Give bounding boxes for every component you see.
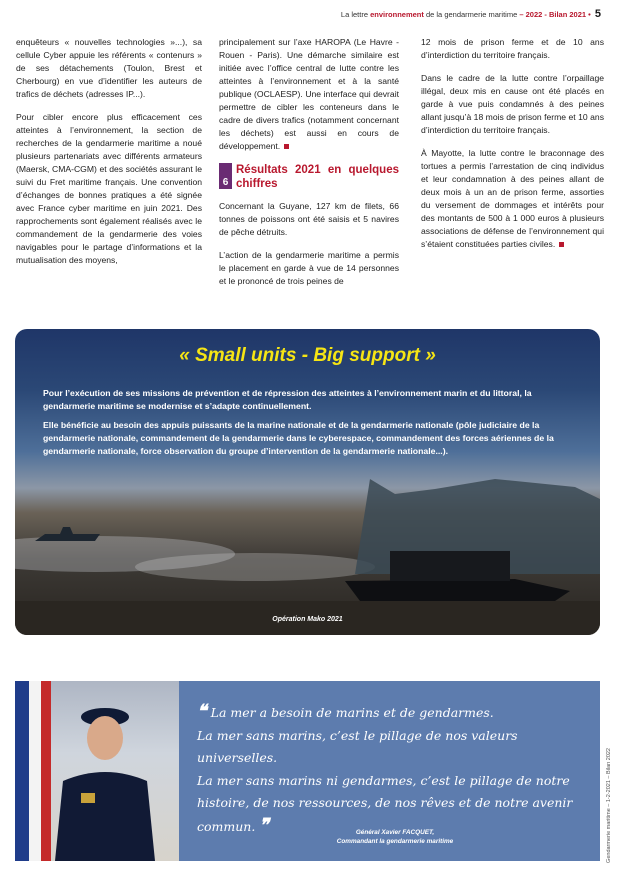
author-role: Commandant la gendarmerie maritime bbox=[336, 838, 454, 845]
open-quote-icon: ❝ bbox=[197, 701, 207, 722]
close-quote-icon: ❞ bbox=[259, 814, 269, 836]
paragraph: Pour cibler encore plus efficacement ces atteintes à l’environnement, la section de recherches de la gendarmerie maritime a noué plusieurs partenariats avec différents armateurs (Maersk, CMA-CGM) et des sociétés assurant le suivi du Fret maritime français. Une convention d’échanges de bonnes pratiques a été signée avec France cyber maritime en juin 2021. Des rapprochements sont également réalisés avec le commandement de la gendarmerie des voies navigables pour le partage d’informations et la mutualisation des moyens, bbox=[16, 112, 202, 265]
page-number: 5 bbox=[594, 8, 601, 20]
quote-box bbox=[15, 681, 600, 861]
quote-line: La mer sans marins, c’est le pillage de nos valeurs universelles. bbox=[197, 727, 518, 765]
paragraph: Concernant la Guyane, 127 km de filets, 66 tonnes de poissons ont été saisis et 5 navires de pêche détruits. bbox=[219, 201, 399, 237]
feature-title: « Small units - Big support » bbox=[179, 345, 436, 366]
sea-illustration bbox=[15, 329, 600, 635]
spray bbox=[135, 553, 375, 581]
header-issue: – 2022 - Bilan 2021 • bbox=[519, 10, 591, 19]
boat-crew bbox=[390, 551, 510, 581]
paragraph: Pour l’exécution de ses missions de prévention et de répression des atteintes à l’environnement marin et du littoral, la gendarmerie maritime se modernise et s’adapte continuellement. bbox=[43, 388, 532, 411]
photo-caption: Opération Mako 2021 bbox=[272, 616, 343, 623]
paragraph: L’action de la gendarmerie maritime a permis le placement en garde à vue de 14 personnes et le prononcé de trois peines de bbox=[219, 250, 399, 286]
paragraph: principalement sur l’axe HAROPA (Le Havre - Rouen - Paris). Une démarche similaire est initiée avec l’office central de lutte contre les atteintes à l’environnement et à la santé publique (OCLAESP). Une interface qui devrait permettre de cibler les conteneurs dans le cadre de divers trafics (notamment concernant les déchets) est aussi en cours de développement. bbox=[219, 37, 399, 151]
portrait-illustration bbox=[15, 681, 179, 861]
column-3 bbox=[421, 36, 604, 261]
paragraph: enquêteurs « nouvelles technologies »...), sa cellule Cyber appuie les référents « contenurs » de ses détachements (Toulon, Brest et Cherbourg) en vue d’identifier les auteurs de trafics de déchets (adresses IP...). bbox=[16, 37, 202, 99]
face bbox=[87, 716, 123, 760]
section-heading bbox=[219, 163, 399, 191]
uniform bbox=[55, 772, 155, 861]
feature-intro bbox=[43, 387, 578, 464]
column-1 bbox=[16, 36, 202, 277]
section-title: Résultats 2021 en quelques chiffres bbox=[236, 164, 399, 190]
header-brand: environnement bbox=[370, 10, 424, 19]
column-2 bbox=[219, 36, 399, 298]
rib-boat bbox=[345, 579, 570, 601]
feature-photo bbox=[15, 329, 600, 635]
page-header bbox=[341, 8, 601, 20]
quote-line: La mer sans marins ni gendarmes, c’est le pillage de notre histoire, de nos ressources, de nos rêves et de notre avenir commun. bbox=[197, 772, 573, 834]
quote-text bbox=[197, 701, 582, 838]
paragraph: Dans le cadre de la lutte contre l’orpaillage illégal, deux mis en cause ont été placés en garde à vue puis condamnés à des peines allant jusqu’à 18 mois de prison ferme et 10 ans d’interdiction du territoire français. bbox=[421, 73, 604, 135]
end-marker bbox=[284, 144, 289, 149]
section-number: 6 bbox=[219, 163, 232, 189]
signature bbox=[295, 828, 495, 846]
paragraph: 12 mois de prison ferme et de 10 ans d’interdiction du territoire français. bbox=[421, 37, 604, 60]
header-pre: La lettre bbox=[340, 10, 369, 19]
header-post: de la gendarmerie maritime bbox=[425, 10, 518, 19]
side-note: Gendarmerie maritime – 1-2-2021 – Bilan 2022 bbox=[606, 748, 612, 863]
quote-line: La mer a besoin de marins et de gendarmes. bbox=[210, 705, 494, 720]
author-name: Général Xavier FACQUET, bbox=[355, 829, 435, 836]
end-marker bbox=[559, 242, 564, 247]
patrol-ship bbox=[35, 527, 100, 541]
general-portrait bbox=[15, 681, 179, 861]
paragraph: À Mayotte, la lutte contre le braconnage des tortues a permis l’arrestation de cinq individus et leur condamnation à des peines allant de deux mois à un an de prison ferme, assorties du versement de dommages et intérêts pour des montants de 500 à 1 000 euros à plusieurs associations de défense de l’environnement qui s’étaient constituées parties civiles. bbox=[421, 148, 604, 249]
paragraph: Elle bénéficie au besoin des appuis puissants de la marine nationale et de la gendarmerie nationale (pôle judiciaire de la gendarmerie nationale, commandement de la gendarmerie dans le cyberespace, commandement des forces aériennes de la gendarmerie nationale, force observation du groupe d’intervention de la gendarmerie nationale...). bbox=[43, 420, 554, 456]
medals bbox=[81, 793, 95, 803]
flag bbox=[41, 681, 51, 861]
